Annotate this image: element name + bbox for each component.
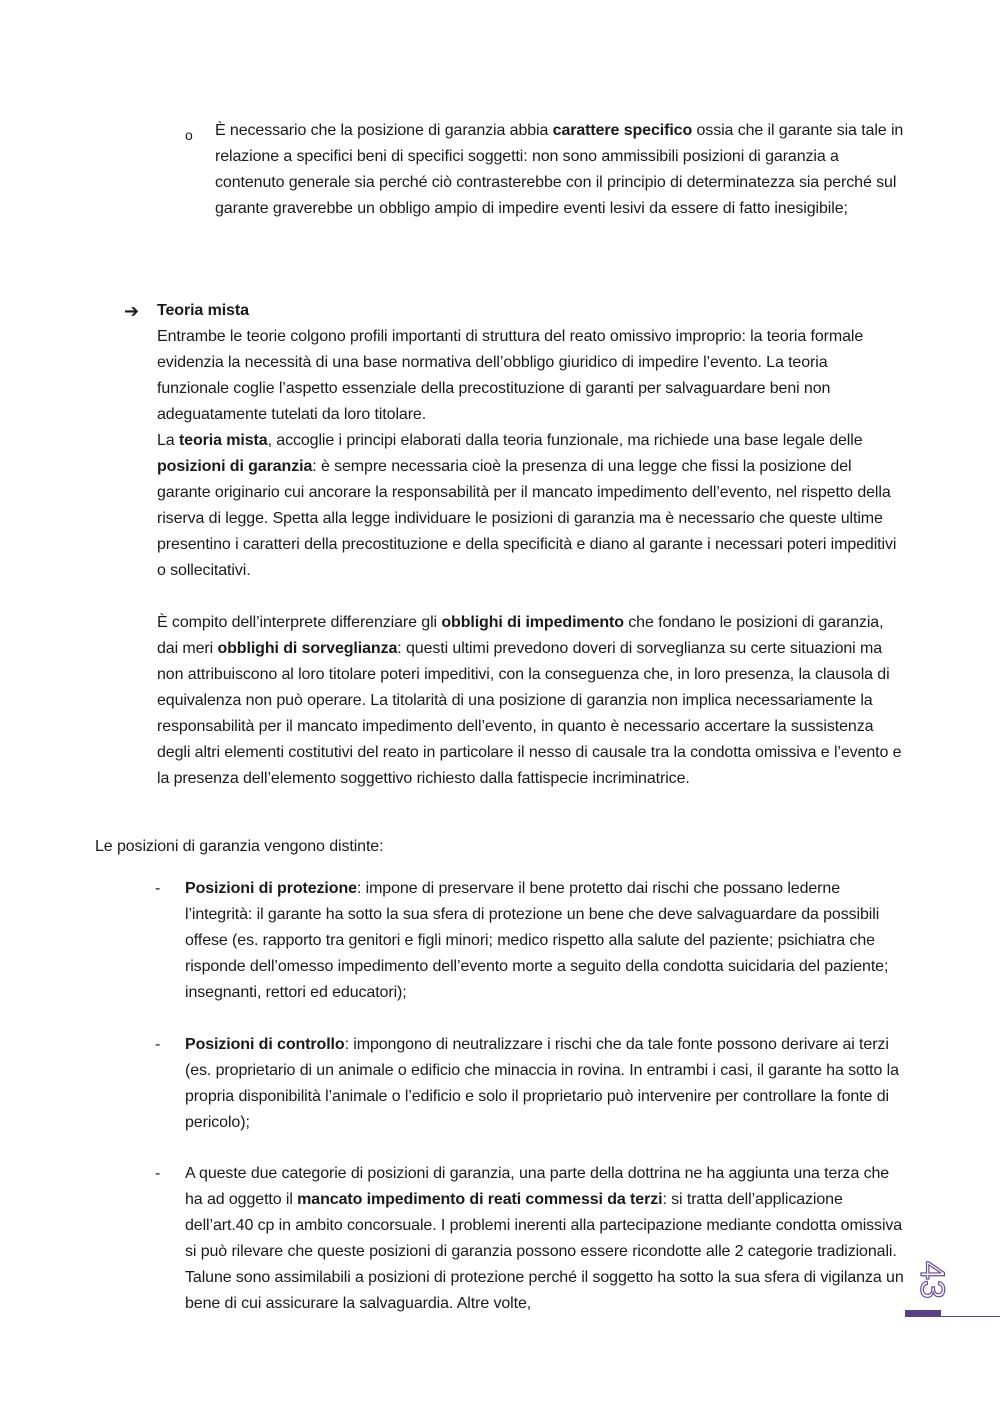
paragraph [157,610,902,792]
paragraph [157,428,902,584]
section-body [157,324,902,584]
bold-term: Posizioni di controllo [185,1036,345,1053]
text-run: È compito dell’interprete differenziare gli [157,614,442,631]
bold-term: Posizioni di protezione [185,880,357,897]
list-intro: Le posizioni di garanzia vengono distinte: [95,838,384,855]
page-number-text: 43 [913,1261,951,1299]
text-run: ossia che il garante sia tale in relazione a specifici beni di specifici soggetti: non sono ammissibili posizioni di garanzia a contenuto generale sia perché ciò contrasterebbe con il principio di determinatezza sia perché sul garante graverebbe un obbligo ampio di impedire eventi lesivi da essere di fatto inesigibile; [215,122,904,217]
heading-text: Teoria mista [157,302,249,319]
page-number [912,1252,952,1308]
bold-term: teoria mista [178,432,268,449]
bold-term: obblighi di sorveglianza [217,640,398,657]
text-run: La [157,432,179,449]
paragraph: Entrambe le teorie colgono profili importanti di struttura del reato omissivo improprio: la teoria formale evidenzia la necessità di una base normativa dell’obbligo giuridico di impedire l’evento. La teoria funzionale coglie l’aspetto essenziale della precostituzione di garanti per salvaguardare beni non adeguatamente tutelati da loro titolare. [157,328,864,423]
text-run: che fondano le posizioni di garanzia, dai meri [157,614,884,657]
list-item [185,876,905,1006]
arrow-bullet-icon: ➔ [124,301,140,321]
text-run: : questi ultimi prevedono doveri di sorveglianza su certe situazioni ma non attribuiscono al loro titolare poteri impeditivi, con la conseguenza che, in loro presenza, la clausola di equivalenza non può operare. La titolarità di una posizione di garanzia non implica necessariamente la responsabilità per il mancato impedimento dell’evento, in quanto è necessario accertare la sussistenza degli altri elementi costitutivi del reato in particolare il nesso di causale tra la condotta omissiva e l’evento e la presenza dell’elemento soggettivo richiesto dalla fattispecie incriminatrice. [157,640,902,787]
page-number-rule [905,1316,1000,1317]
bold-term: posizioni di garanzia [157,458,313,475]
list-marker: - [155,1165,161,1182]
text-run: È necessario che la posizione di garanzia abbia [215,122,553,139]
bold-term: carattere specifico [552,122,693,139]
text-run: : si tratta dell’applicazione dell’art.40 cp in ambito concorsuale. I problemi inerenti alla partecipazione mediante condotta omissiva si può rilevare che queste posizioni di garanzia possono essere ricondotte alle 2 categorie tradizionali. Talune sono assimilabili a posizioni di protezione perché il soggetto ha sotto la sua sfera di vigilanza un bene di cui assicurare la salvaguardia. Altre volte, [185,1191,904,1312]
text-run: : è sempre necessaria cioè la presenza di una legge che fissi la posizione del garante originario cui ancorare la responsabilità per il mancato impedimento dell’evento, nel rispetto della riserva di legge. Spetta alla legge individuare le posizioni di garanzia ma è necessario che queste ultime presentino i caratteri della precostituzione e della specificità e diano al garante i necessari poteri impeditivi o sollecitativi. [157,458,897,579]
text-run: : impongono di neutralizzare i rischi che da tale fonte possono derivare ai terzi (es. proprietario di un animale o edificio che minaccia in rovina. In entrambi i casi, il garante ha sotto la propria disponibilità l’animale o l’edificio e solo il proprietario può intervenire per controllare la fonte di pericolo); [185,1036,899,1131]
list-marker: - [155,880,161,897]
sub-bullet-marker: o [185,127,193,143]
list-item [185,1032,905,1136]
text-run: A queste due categorie di posizioni di garanzia, una parte della dottrina ne ha aggiunta una terza che ha ad oggetto il [185,1165,890,1208]
text-run: , accoglie i principi elaborati dalla teoria funzionale, ma richiede una base legale delle [267,432,863,449]
sub-bullet-paragraph [215,118,905,222]
list-item [185,1161,905,1317]
bold-term: obblighi di impedimento [441,614,624,631]
bold-term: mancato impedimento di reati commessi da terzi [297,1191,663,1208]
text-run: : impone di preservare il bene protetto dai rischi che possano lederne l’integrità: il garante ha sotto la sua sfera di protezione un bene che deve salvaguardare da possibili offese (es. rapporto tra genitori e figli minori; medico rispetto alla salute del paziente; psichiatra che risponde dell’omesso impedimento dell’evento morte a seguito della condotta suicidaria del paziente; insegnanti, rettori ed educatori); [185,880,889,1001]
list-marker: - [155,1036,161,1053]
section-heading [157,298,249,324]
